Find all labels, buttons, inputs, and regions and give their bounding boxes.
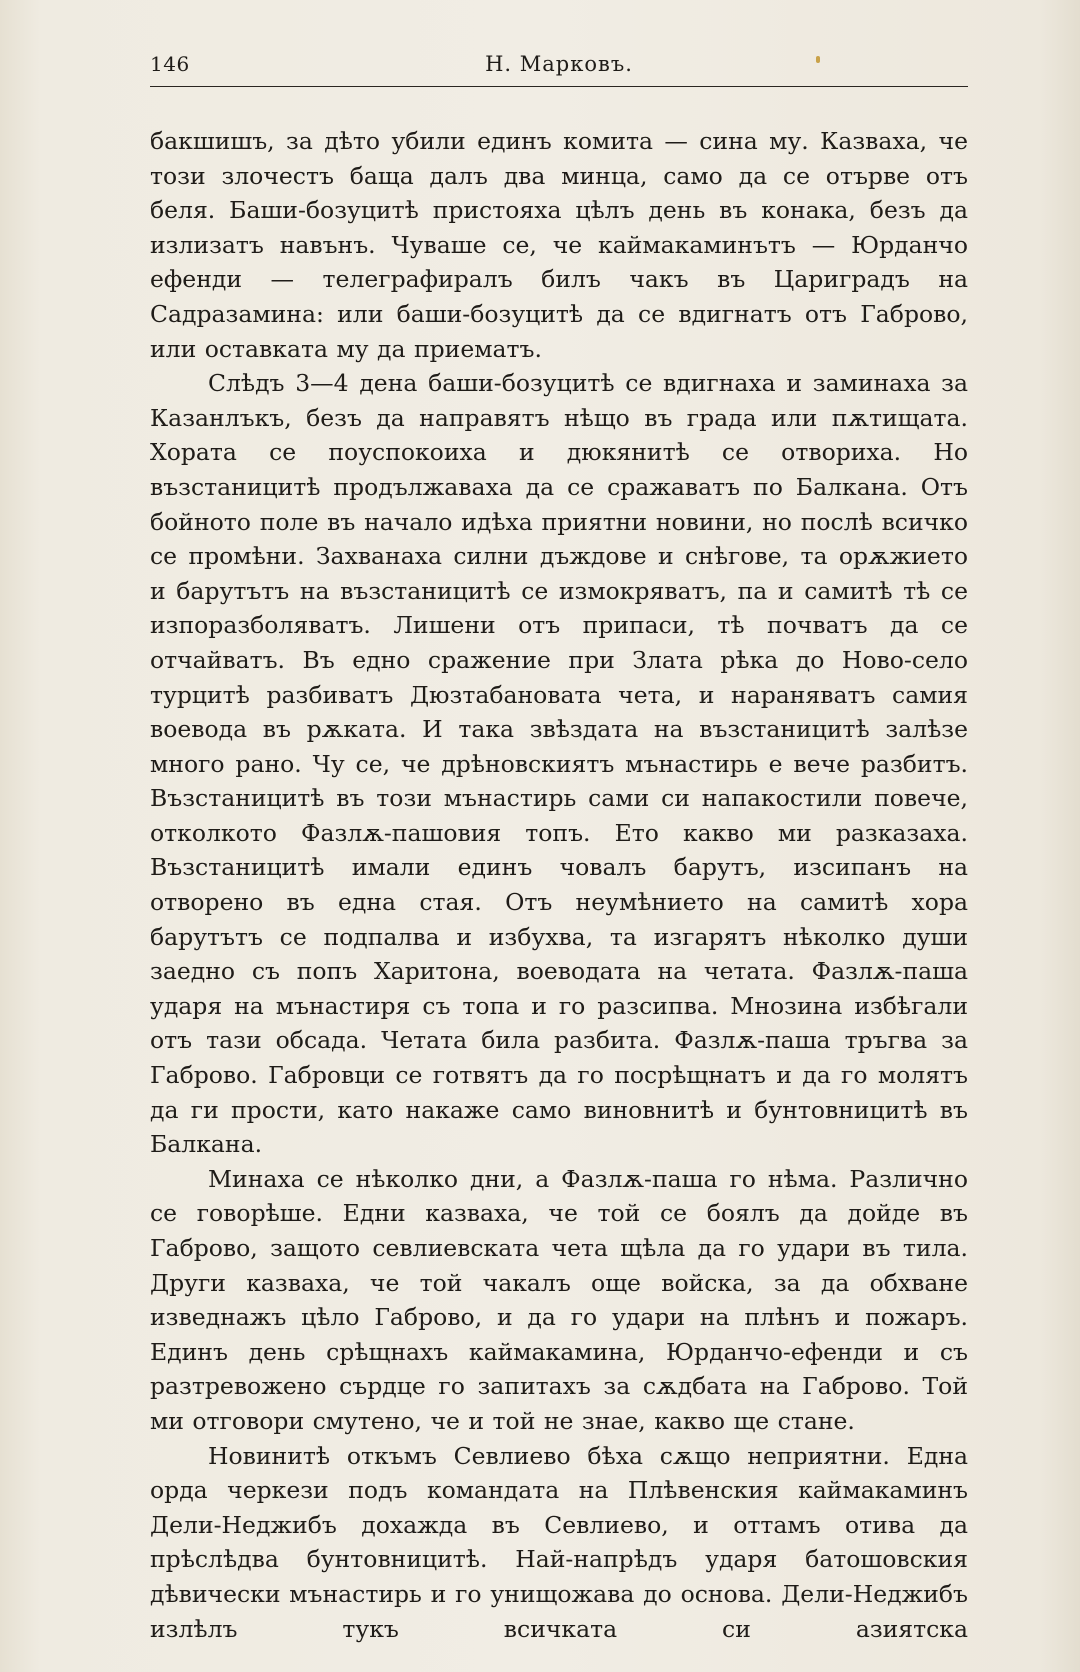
paragraph: Новинитѣ откъмъ Севлиево бѣха сѫщо неприятни. Една орда черкези подъ командата на Плѣвенския каймакаминъ Дели-Неджибъ дохажда въ Севлиево, и оттамъ отива да прѣслѣдва бунтовницитѣ. Най-напрѣдъ ударя батошовския дѣвически мънастирь и го унищожава до основа. Дели-Неджибъ излѣлъ тукъ всичката си азиятска — [150, 1441, 968, 1643]
running-title: Н. Марковъ. — [485, 52, 633, 76]
page-number: 146 — [150, 52, 190, 76]
paragraph: Минаха се нѣколко дни, а Фазлѫ-паша го нѣма. Различно се говорѣше. Едни казваха, че той се боялъ да дойде въ Габрово, защото севлиевската чета щѣла да го удари въ тила. Други казваха, че той чакалъ още войска, за да обхване изведнажъ цѣло Габрово, и да го удари на плѣнъ и пожаръ. Единъ день срѣщнахъ каймакамина, Юрданчо-ефенди и съ разтревожено сърдце го запитахъ за сѫдбата на Габрово. Той ми отговори смутено, че и той не знае, какво ще стане. — [150, 1164, 968, 1435]
page-header — [150, 48, 968, 88]
paragraph: Слѣдъ 3—4 дена баши-бозуцитѣ се вдигнаха и заминаха за Казанлъкъ, безъ да направятъ нѣщо въ града или пѫтищата. Хората се поуспокоиха и дюкянитѣ се отвориха. Но възстаницитѣ продължаваха да се сражаватъ по Балкана. Отъ бойното поле въ начало идѣха приятни новини, но послѣ всичко се промѣни. Захванаха силни дъждове и снѣгове, та орѫжието и барутътъ на възстаницитѣ се измокряватъ, па и самитѣ тѣ се изпоразболяватъ. Лишени отъ припаси, тѣ почватъ да се отчайватъ. Въ едно сражение при Злата рѣка до Ново-село турцитѣ разбиватъ Дюзтабановата чета, и нараняватъ самия воевода въ рѫката. И така звѣздата на възстаницитѣ залѣзе много рано. Чу се, че дрѣновскиятъ мънастирь е вече разбитъ. Възстаницитѣ въ този мънастирь сами си напакостили повече, отколкото Фазлѫ-пашовия топъ. Ето какво ми разказаха. Възстаницитѣ имали единъ човалъ барутъ, изсипанъ на отворено въ една стая. Отъ неумѣнието на самитѣ хора барутътъ се подпалва и избухва, та изгарятъ нѣколко души заедно съ попъ Харитона, воеводата на четата. Фазлѫ-паша ударя на мънастиря съ топа и го разсипва. Мнозина избѣгали отъ тази обсада. Четата била разбита. Фазлѫ-паша тръгва за Габрово. Габровци се готвятъ да го посрѣщнатъ и да го молятъ да ги прости, като накаже само виновнитѣ и бунтовницитѣ въ Балкана. — [150, 369, 968, 1159]
header-rule — [150, 86, 968, 87]
ink-speck — [816, 56, 820, 63]
paragraph: бакшишъ, за дѣто убили единъ комита — сина му. Казваха, че този злочестъ баща далъ два минца, само да се отърве отъ беля. Баши-бозуцитѣ пристояха цѣлъ день въ конака, безъ да излизатъ навънъ. Чуваше се, че каймакаминътъ — Юрданчо ефенди — телеграфиралъ билъ чакъ въ Цариградъ на Садразамина: или баши-бозуцитѣ да се вдигнатъ отъ Габрово, или оставката му да приематъ. — [150, 127, 968, 363]
body-text — [150, 124, 968, 1646]
